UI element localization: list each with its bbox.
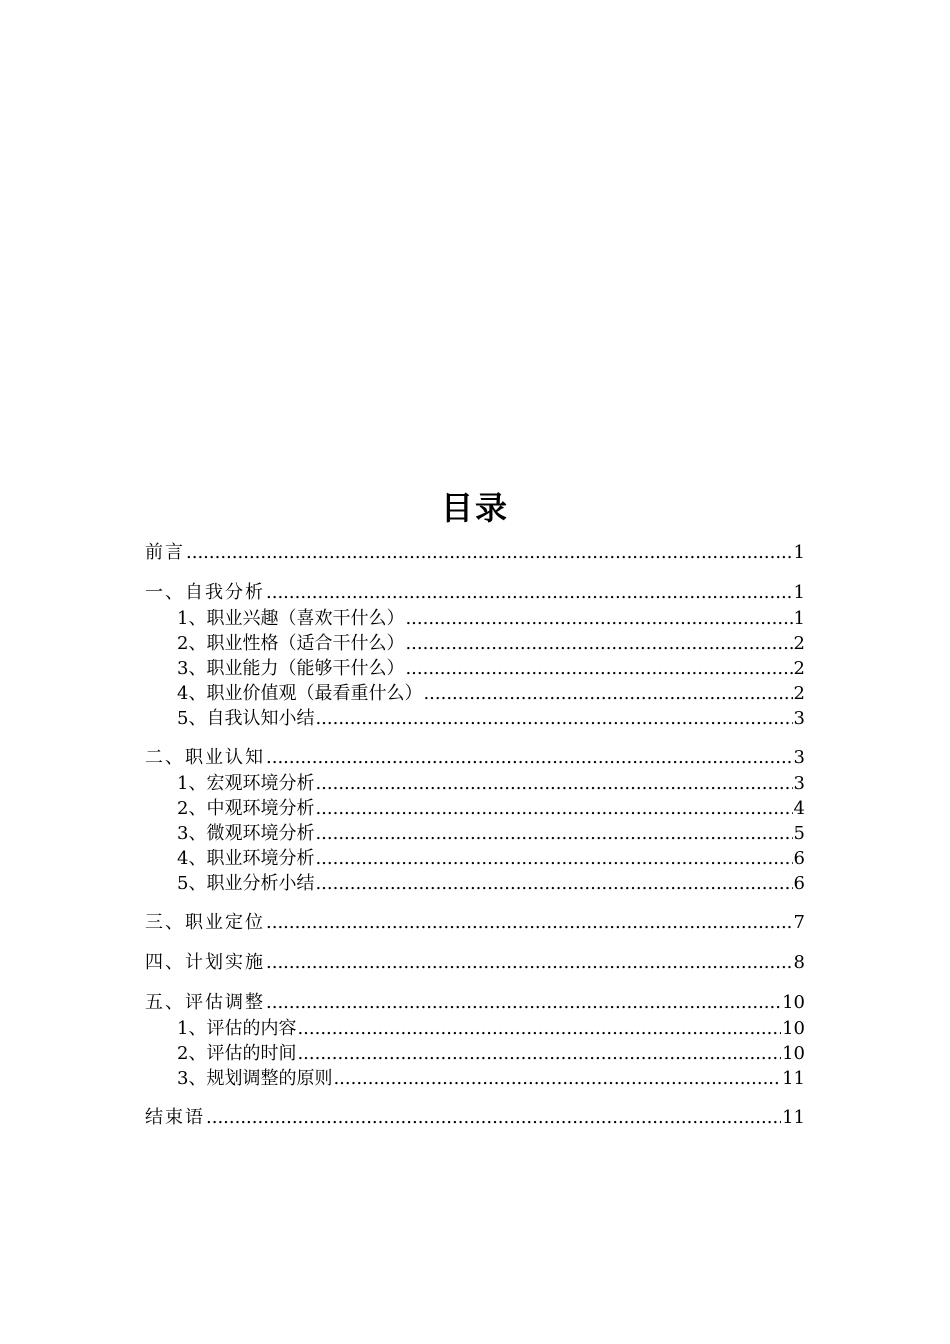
toc-subentry[interactable] — [145, 871, 805, 896]
toc-entry-page: 2 — [793, 658, 805, 679]
toc-entry[interactable] — [145, 910, 805, 936]
toc-subentry[interactable] — [145, 681, 805, 706]
dot-leader — [266, 580, 793, 606]
toc-entry[interactable] — [145, 580, 805, 606]
table-of-contents — [145, 486, 805, 1131]
toc-entry[interactable] — [145, 745, 805, 771]
toc-entry-page: 5 — [793, 823, 805, 844]
toc-entry-label: 五、评估调整 — [145, 992, 265, 1013]
toc-entry[interactable] — [145, 990, 805, 1016]
toc-entry-label: 一、自我分析 — [145, 582, 265, 603]
dot-leader — [315, 846, 792, 871]
toc-entry-label: 4、职业环境分析 — [177, 848, 315, 869]
toc-entry-page: 1 — [793, 582, 805, 603]
dot-leader — [405, 631, 792, 656]
dot-leader — [315, 706, 792, 731]
toc-entry-page: 11 — [782, 1107, 805, 1128]
dot-leader — [266, 745, 793, 771]
toc-entry-label: 三、职业定位 — [145, 912, 265, 933]
dot-leader — [206, 1105, 781, 1131]
toc-entry-label: 3、规划调整的原则 — [177, 1068, 333, 1089]
toc-subentry[interactable] — [145, 771, 805, 796]
toc-entry-label: 5、自我认知小结 — [177, 708, 315, 729]
toc-subentry[interactable] — [145, 821, 805, 846]
toc-entry-page: 3 — [793, 773, 805, 794]
toc-entry-label: 4、职业价值观（最看重什么） — [177, 683, 423, 704]
dot-leader — [423, 681, 792, 706]
toc-entry-page: 8 — [793, 952, 805, 973]
toc-entry-label: 1、职业兴趣（喜欢干什么） — [177, 608, 405, 629]
dot-leader — [266, 910, 793, 936]
toc-entry-page: 3 — [793, 747, 805, 768]
toc-entry-label: 二、职业认知 — [145, 747, 265, 768]
toc-subentry[interactable] — [145, 796, 805, 821]
toc-subentry[interactable] — [145, 706, 805, 731]
dot-leader — [315, 821, 792, 846]
dot-leader — [333, 1066, 781, 1091]
dot-leader — [266, 990, 781, 1016]
toc-entry-label: 3、职业能力（能够干什么） — [177, 658, 405, 679]
toc-entry[interactable] — [145, 950, 805, 976]
dot-leader — [297, 1041, 781, 1066]
toc-entry-page: 3 — [793, 708, 805, 729]
dot-leader — [297, 1016, 781, 1041]
dot-leader — [315, 871, 792, 896]
toc-entry-label: 前言 — [145, 542, 185, 563]
dot-leader — [315, 771, 792, 796]
toc-subentry[interactable] — [145, 656, 805, 681]
toc-entry-page: 6 — [793, 848, 805, 869]
toc-entry-label: 2、职业性格（适合干什么） — [177, 633, 405, 654]
toc-subentry[interactable] — [145, 1041, 805, 1066]
toc-entry[interactable] — [145, 1105, 805, 1131]
toc-entry[interactable] — [145, 540, 805, 566]
toc-subentry[interactable] — [145, 846, 805, 871]
dot-leader — [405, 656, 792, 681]
toc-entry-label: 3、微观环境分析 — [177, 823, 315, 844]
toc-title: 目录 — [440, 489, 509, 527]
toc-entry-label: 四、计划实施 — [145, 952, 265, 973]
toc-entry-page: 7 — [793, 912, 805, 933]
toc-subentry[interactable] — [145, 1016, 805, 1041]
toc-entry-label: 1、评估的内容 — [177, 1018, 297, 1039]
toc-entry-label: 2、评估的时间 — [177, 1043, 297, 1064]
dot-leader — [266, 950, 793, 976]
toc-entry-page: 10 — [782, 1043, 805, 1064]
dot-leader — [186, 540, 793, 566]
toc-entry-page: 10 — [782, 992, 805, 1013]
toc-entry-label: 结束语 — [145, 1107, 205, 1128]
toc-entry-page: 6 — [793, 873, 805, 894]
toc-entry-label: 1、宏观环境分析 — [177, 773, 315, 794]
toc-entry-page: 4 — [793, 798, 805, 819]
toc-entry-label: 5、职业分析小结 — [177, 873, 315, 894]
toc-entry-page: 1 — [793, 608, 805, 629]
toc-entry-page: 2 — [793, 633, 805, 654]
toc-subentry[interactable] — [145, 631, 805, 656]
toc-entry-page: 10 — [782, 1018, 805, 1039]
toc-entry-page: 11 — [782, 1068, 805, 1089]
toc-subentry[interactable] — [145, 1066, 805, 1091]
toc-subentry[interactable] — [145, 606, 805, 631]
toc-entry-page: 1 — [793, 542, 805, 563]
dot-leader — [405, 606, 792, 631]
dot-leader — [315, 796, 792, 821]
toc-entry-page: 2 — [793, 683, 805, 704]
toc-entry-label: 2、中观环境分析 — [177, 798, 315, 819]
